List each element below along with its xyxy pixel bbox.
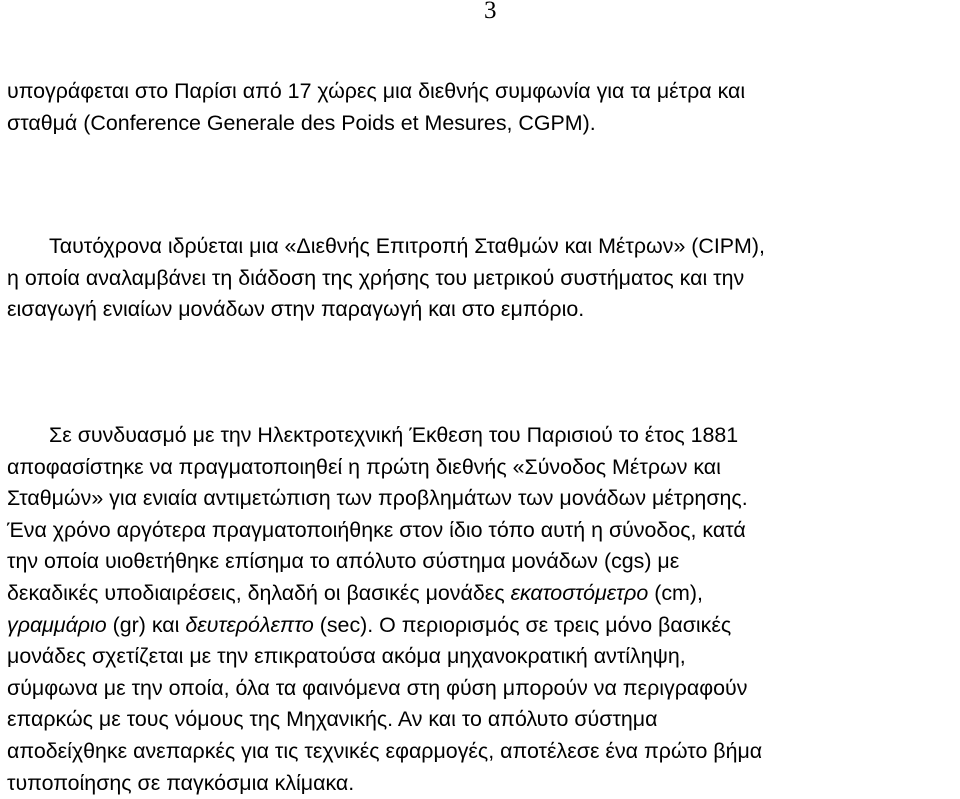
text-line: σύμφωνα με την οποία, όλα τα φαινόμενα στη φύση μπορούν να περιγραφούν [7,675,748,700]
paragraph-synod [7,420,952,799]
text-line: αποφασίστηκε να πραγματοποιηθεί η πρώτη διεθνής «Σύνοδος Μέτρων και [7,454,721,479]
paragraph-cgpm [7,76,952,139]
text-line: Σε συνδυασμό με την Ηλεκτροτεχνική Έκθεση του Παρισιού το έτος 1881 [49,423,739,447]
text-line: υπογράφεται στο Παρίσι από 17 χώρες μια διεθνής συμφωνία για τα μέτρα και [7,79,746,103]
text-line [7,610,952,642]
text-run: (gr) και [106,612,186,637]
text-line: αποδείχθηκε ανεπαρκές για τις τεχνικές εφαρμογές, αποτέλεσε ένα πρώτο βήμα [7,738,763,763]
text-line [7,578,952,610]
text-line: εισαγωγή ενιαίων μονάδων στην παραγωγή και στο εμπόριο. [7,297,585,322]
italic-term-gram: γραμμάριο [7,612,107,637]
text-run: (sec). Ο περιορισμός σε τρεις μόνο βασικές [313,612,732,637]
text-line: Ένα χρόνο αργότερα πραγματοποιήθηκε στον ίδιο τόπο αυτή η σύνοδος, κατά [7,517,746,542]
text-line: Ταυτόχρονα ιδρύεται μια «Διεθνής Επιτροπή Σταθμών και Μέτρων» (CIPM), [49,234,765,258]
text-line: σταθμά (Conference Generale des Poids et Mesures, CGPM). [7,110,596,135]
italic-term-centimetre: εκατοστόμετρο [510,580,649,605]
page-number: 3 [484,0,497,24]
text-run: δεκαδικές υποδιαιρέσεις, δηλαδή οι βασικές μονάδες [7,580,511,605]
paragraph-cipm [7,231,952,326]
text-line: Σταθμών» για ενιαία αντιμετώπιση των προβλημάτων των μονάδων μέτρησης. [7,486,748,511]
text-line: επαρκώς με τους νόμους της Μηχανικής. Αν και το απόλυτο σύστημα [7,707,658,732]
text-line: τυποποίησης σε παγκόσμια κλίμακα. [7,770,355,795]
text-line: μονάδες σχετίζεται με την επικρατούσα ακόμα μηχανοκρατική αντίληψη, [7,644,686,669]
text-run: (cm), [648,580,703,605]
text-line: την οποία υιοθετήθηκε επίσημα το απόλυτο σύστημα μονάδων (cgs) με [7,549,680,574]
text-line: η οποία αναλαμβάνει τη διάδοση της χρήσης του μετρικού συστήματος και την [7,265,745,290]
italic-term-second: δευτερόλεπτο [185,612,314,637]
